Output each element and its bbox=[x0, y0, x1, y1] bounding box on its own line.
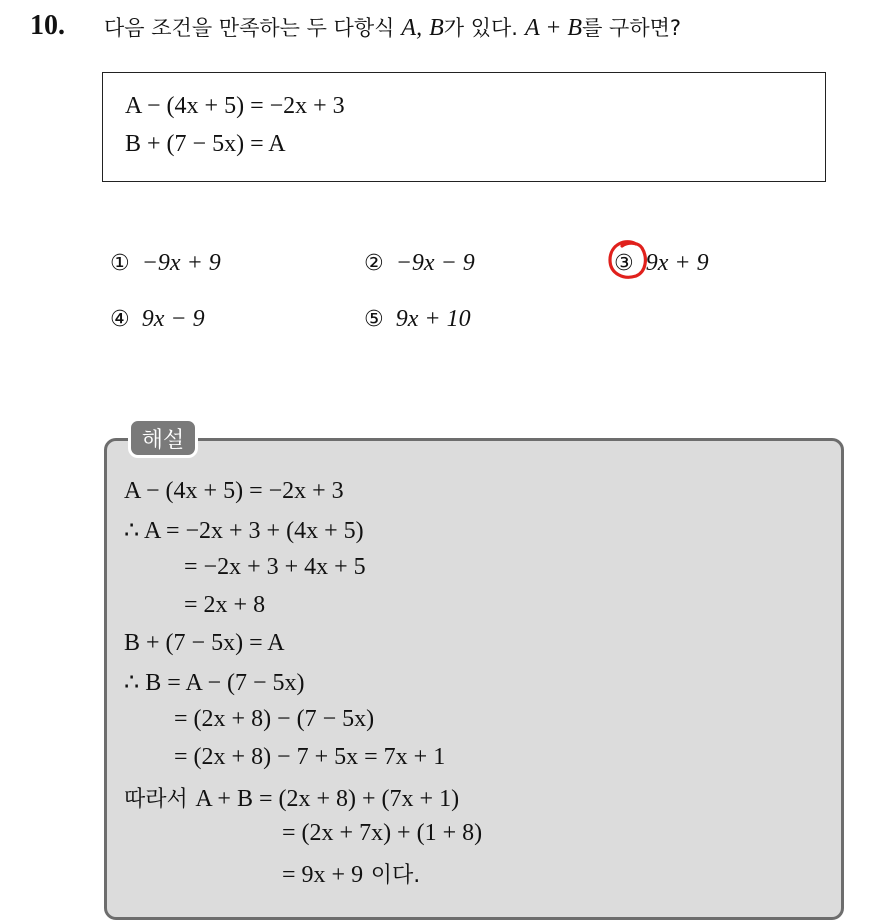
choice-2-expr: −9x − 9 bbox=[395, 250, 475, 276]
solution-line-5: B + (7 − 5x) = A bbox=[124, 630, 285, 656]
solution-line-4: = 2x + 8 bbox=[184, 592, 266, 618]
choice-5[interactable] bbox=[364, 306, 471, 333]
question-number: 10. bbox=[30, 10, 65, 41]
question-text bbox=[104, 12, 681, 42]
solution-line-6: ∴ B = A − (7 − 5x) bbox=[124, 670, 305, 696]
choice-1-number: ① bbox=[110, 251, 130, 276]
solution-line-8: = (2x + 8) − 7 + 5x = 7x + 1 bbox=[174, 744, 446, 770]
solution-tab-label: 해설 bbox=[128, 418, 198, 458]
answer-mark-circle bbox=[606, 238, 648, 282]
solution-prefix-label: 따라서 bbox=[124, 787, 188, 812]
question-text-part3: 를 구하면? bbox=[582, 16, 682, 40]
choice-5-number: ⑤ bbox=[364, 307, 384, 332]
solution-suffix-label: 이다. bbox=[370, 863, 421, 888]
choice-5-expr: 9x + 10 bbox=[395, 306, 471, 332]
condition-box bbox=[102, 72, 826, 182]
choice-4-number: ④ bbox=[110, 307, 130, 332]
question-expression: A + B bbox=[524, 15, 583, 41]
condition-line-2: B + (7 − 5x) = A bbox=[125, 131, 286, 157]
choice-1[interactable] bbox=[110, 250, 221, 277]
question-var-b: B bbox=[429, 15, 444, 41]
condition-line-1: A − (4x + 5) = −2x + 3 bbox=[125, 93, 345, 119]
choice-1-expr: −9x + 9 bbox=[141, 250, 221, 276]
solution-line-11-expr: = 9x + 9 bbox=[282, 862, 364, 888]
choice-4[interactable] bbox=[110, 306, 205, 333]
choice-3-expr: 9x + 9 bbox=[645, 250, 709, 276]
choice-2-number: ② bbox=[364, 251, 384, 276]
solution-line-1: A − (4x + 5) = −2x + 3 bbox=[124, 478, 344, 504]
solution-line-9-expr: A + B = (2x + 8) + (7x + 1) bbox=[195, 786, 460, 812]
choice-4-expr: 9x − 9 bbox=[141, 306, 205, 332]
solution-line-9 bbox=[124, 782, 459, 813]
solution-line-7: = (2x + 8) − (7 − 5x) bbox=[174, 706, 375, 732]
choice-2[interactable] bbox=[364, 250, 475, 277]
solution-line-2: ∴ A = −2x + 3 + (4x + 5) bbox=[124, 518, 364, 544]
solution-line-3: = −2x + 3 + 4x + 5 bbox=[184, 554, 366, 580]
question-var-a: A, bbox=[401, 15, 423, 41]
solution-line-10: = (2x + 7x) + (1 + 8) bbox=[282, 820, 483, 846]
question-text-part1: 다음 조건을 만족하는 두 다항식 bbox=[104, 16, 395, 40]
choice-3-number: ③ bbox=[614, 251, 634, 276]
question-text-part2: 가 있다. bbox=[443, 16, 518, 40]
solution-line-11 bbox=[282, 858, 420, 889]
